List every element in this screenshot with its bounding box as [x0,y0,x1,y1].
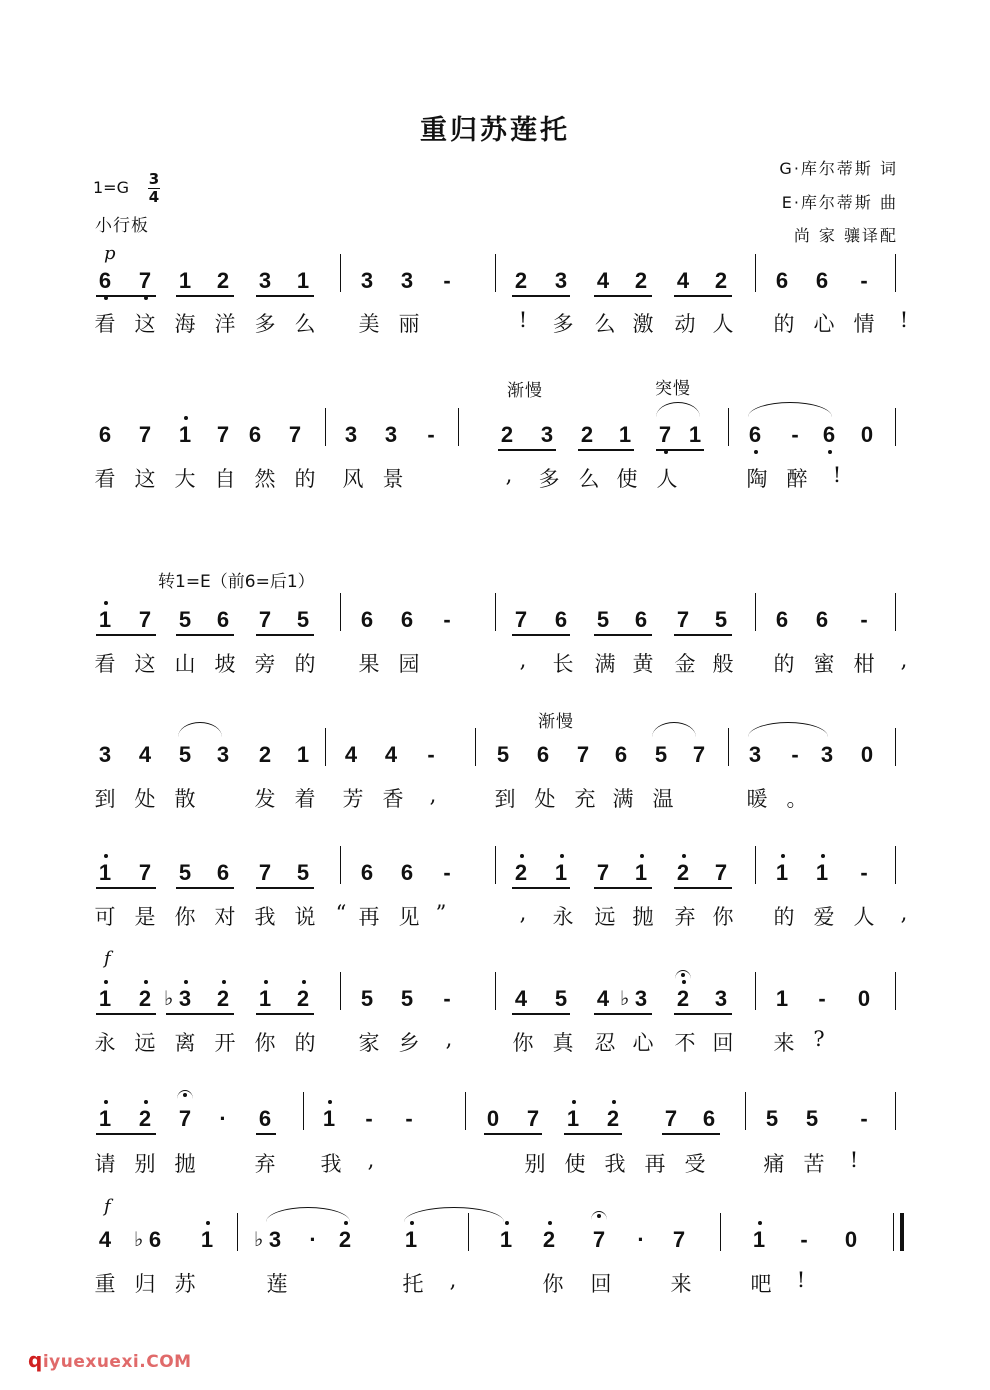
lyric-char: , [900,648,908,672]
translator-credit: 尚 家 骧译配 [793,226,898,245]
lyric-char: 再 [644,1152,666,1176]
lyric-char: 心 [632,1031,654,1055]
lyric-char: 回 [712,1031,734,1055]
lyric-char: 真 [552,1031,574,1055]
lyric-char: 你 [712,905,734,929]
lyric-char: 么 [578,467,600,491]
lyric-char: 充 [574,787,596,811]
modulation-mark: 转1=E（前6=后1） [158,572,315,592]
lyric-char: 自 [214,467,236,491]
lyric-char: 开 [214,1031,236,1055]
staff-line-3: 1 7 5 6 7 5 6 6 - 7 6 5 6 7 5 6 6 - [0,605,990,635]
lyric-char: 的 [773,312,795,336]
lyric-char: 陶 [746,467,768,491]
lyric-char: 的 [773,905,795,929]
lyric-char: 醉 [786,467,808,491]
lyricist-credit: G·库尔蒂斯 词 [779,159,898,178]
lyric-char: 我 [254,905,276,929]
lyric-char: 园 [398,652,420,676]
lyric-char: 看 [94,312,116,336]
lyric-char: 人 [853,905,875,929]
lyric-char: 远 [594,905,616,929]
lyric-char: 永 [94,1031,116,1055]
lyric-char: 乡 [398,1031,420,1055]
dynamic-forte-2: f [104,1196,111,1217]
lyric-char: 人 [656,467,678,491]
lyric-char: 满 [594,652,616,676]
lyric-char: 风 [342,467,364,491]
lyric-char: , [519,648,527,672]
lyric-char: 见 [398,905,420,929]
lyric-char: ! [849,1148,859,1172]
page-title: 重归苏莲托 [420,115,570,146]
lyric-char: 动 [674,312,696,336]
dynamic-forte-1: f [104,948,111,969]
lyric-char: 来 [773,1031,795,1055]
staff-line-7: 1 2 7 · 6 1 - - 0 7 1 2 7 6 5 5 - [0,1104,990,1134]
lyric-char: 你 [542,1272,564,1296]
lyric-char: 山 [174,652,196,676]
ritardando-mark-2: 渐慢 [538,712,574,732]
lyric-char: 到 [94,787,116,811]
lyric-char: 着 [294,787,316,811]
time-signature-bottom: 4 [148,188,160,206]
lyric-char: 蜜 [813,652,835,676]
lyric-char: 受 [684,1152,706,1176]
lyric-char: 是 [134,905,156,929]
lyric-char: , [900,901,908,925]
tempo-marking: 小行板 [95,216,149,236]
lyric-char: ! [518,308,528,332]
lyric-char: 忍 [594,1031,616,1055]
lyric-char: 莲 [266,1272,288,1296]
lyric-char: 金 [674,652,696,676]
lyric-char: 黄 [632,652,654,676]
composer-credit: E·库尔蒂斯 曲 [781,193,898,212]
lyric-char: 痛 [763,1152,785,1176]
lyric-char: 来 [670,1272,692,1296]
lyric-char: , [367,1148,375,1172]
lyric-char: 暖 [746,787,768,811]
lyric-char: 的 [294,652,316,676]
lyric-char: 离 [174,1031,196,1055]
lyric-char: “ [335,901,347,925]
lyric-char: 坡 [214,652,236,676]
lyric-char: , [519,901,527,925]
watermark-text: qiyuexuexi.COM [28,1348,192,1372]
lyric-char: 多 [538,467,560,491]
lyric-char: 激 [632,312,654,336]
lyric-char: , [449,1268,457,1292]
lyric-char: 景 [382,467,404,491]
lyric-char: 情 [853,312,875,336]
lyric-char: 苏 [174,1272,196,1296]
lyric-char: 永 [552,905,574,929]
sudden-slow-mark: 突慢 [655,379,691,399]
lyric-char: 不 [674,1031,696,1055]
lyric-char: 我 [604,1152,626,1176]
lyric-char: 看 [94,652,116,676]
lyric-char: 人 [712,312,734,336]
lyric-char: 使 [616,467,638,491]
staff-line-4: 3 4 5 3 2 1 4 4 - 5 6 7 6 5 7 3 - 3 0 [0,740,990,770]
lyric-char: 托 [402,1272,424,1296]
lyric-char: 柑 [853,652,875,676]
lyric-char: 旁 [254,652,276,676]
lyric-char: 然 [254,467,276,491]
lyric-char: 重 [94,1272,116,1296]
lyric-char: 洋 [214,312,236,336]
lyric-char: 爱 [813,905,835,929]
lyric-char: 再 [358,905,380,929]
lyric-char: , [505,463,513,487]
time-signature [148,172,160,205]
lyric-char: 抛 [174,1152,196,1176]
lyric-char: ? [813,1027,825,1051]
lyric-char: 这 [134,467,156,491]
lyric-char: 家 [358,1031,380,1055]
lyric-char: 说 [294,905,316,929]
lyric-char: 远 [134,1031,156,1055]
lyric-char: 处 [534,787,556,811]
dynamic-piano: p [104,243,116,264]
lyric-char: 看 [94,467,116,491]
lyric-char: 我 [320,1152,342,1176]
lyric-char: 般 [712,652,734,676]
lyric-char: 多 [254,312,276,336]
lyric-char: 美 [358,312,380,336]
lyric-char: 别 [524,1152,546,1176]
lyric-char: 海 [174,312,196,336]
lyric-char: 使 [564,1152,586,1176]
lyric-char: 处 [134,787,156,811]
lyric-char: 的 [294,1031,316,1055]
lyric-char: 长 [552,652,574,676]
lyric-char: 你 [254,1031,276,1055]
lyric-char: 这 [134,312,156,336]
lyric-char: 到 [494,787,516,811]
staff-line-5: 1 7 5 6 7 5 6 6 - 2 1 7 1 2 7 1 1 - [0,858,990,888]
lyric-char: 你 [512,1031,534,1055]
lyric-char: 心 [813,312,835,336]
key-signature: 1=G [93,178,129,197]
lyric-char: 温 [652,787,674,811]
lyric-char: 散 [174,787,196,811]
lyric-char: ! [899,308,909,332]
lyric-char: 弃 [674,905,696,929]
staff-line-2: 6 7 1 7 6 7 3 3 - 2 3 2 1 7 1 6 - 6 0 [0,420,990,450]
lyric-char: ! [796,1268,806,1292]
lyric-char: 满 [612,787,634,811]
lyric-char: 归 [134,1272,156,1296]
lyric-char: 弃 [254,1152,276,1176]
time-signature-top: 3 [148,170,160,188]
lyric-char: 发 [254,787,276,811]
lyric-char: 吧 [750,1272,772,1296]
lyric-char: 苦 [803,1152,825,1176]
ritardando-mark-1: 渐慢 [507,381,543,401]
lyric-char: 香 [382,787,404,811]
lyric-char: 丽 [398,312,420,336]
lyric-char: 抛 [632,905,654,929]
lyric-char: 的 [294,467,316,491]
lyric-char: 别 [134,1152,156,1176]
staff-line-6: 1 2 ♭ 3 2 1 2 5 5 - 4 5 4 ♭ 3 2 3 1 - 0 [0,984,990,1014]
lyric-char: 的 [773,652,795,676]
lyric-char: 请 [94,1152,116,1176]
lyric-char: 。 [786,787,808,811]
lyric-char: 你 [174,905,196,929]
lyric-char: , [445,1027,453,1051]
lyric-char: 这 [134,652,156,676]
lyric-char: 么 [594,312,616,336]
lyric-char: ! [832,463,842,487]
lyric-char: 大 [174,467,196,491]
staff-line-1: 6 7 1 2 3 1 3 3 - 2 3 4 2 4 2 6 6 - [0,266,990,296]
lyric-char: 么 [294,312,316,336]
lyric-char: 芳 [342,787,364,811]
lyric-char: 果 [358,652,380,676]
lyric-char: 可 [94,905,116,929]
lyric-char: 对 [214,905,236,929]
lyric-char: , [429,783,437,807]
lyric-char: 回 [590,1272,612,1296]
lyric-char: ” [435,901,447,925]
lyric-char: 多 [552,312,574,336]
staff-line-8: 4 ♭ 6 1 ♭ 3 · 2 1 1 2 7 · 7 1 - 0 [0,1225,990,1255]
